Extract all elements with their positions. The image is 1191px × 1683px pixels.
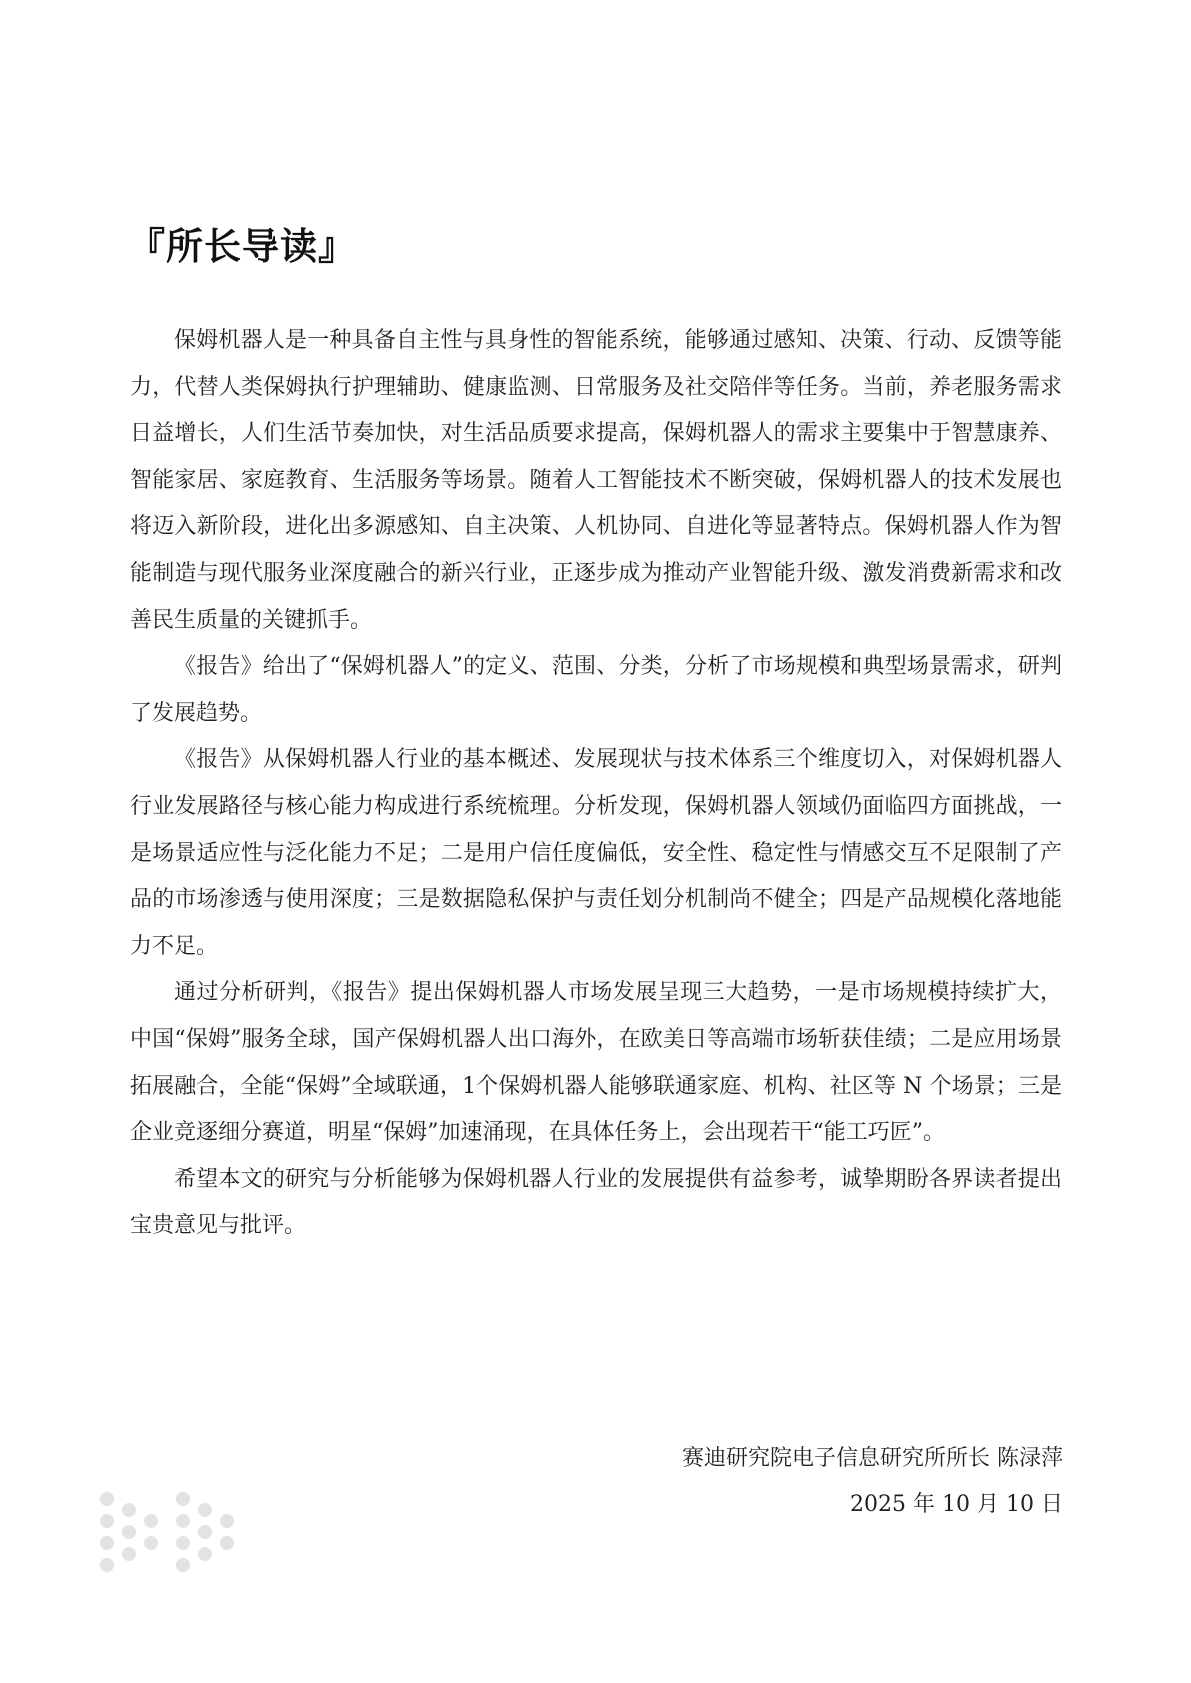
article-body (130, 318, 1062, 1250)
dot (176, 1536, 190, 1550)
dot (144, 1514, 158, 1528)
dot-pattern-icon (100, 1492, 260, 1592)
page-title: 『所长导读』 (128, 225, 356, 268)
dot (176, 1492, 190, 1506)
dot (122, 1503, 136, 1517)
signature-author: 赛迪研究院电子信息研究所所长 陈渌萍 (682, 1446, 1063, 1471)
dot (198, 1547, 212, 1561)
dot (122, 1525, 136, 1539)
dot (176, 1514, 190, 1528)
paragraph-intro: 保姆机器人是一种具备自主性与具身性的智能系统，能够通过感知、决策、行动、反馈等能力，代替人类保姆执行护理辅助、健康监测、日常服务及社交陪伴等任务。当前，养老服务需求日益增长，人们生活节奏加快，对生活品质要求提高，保姆机器人的需求主要集中于智慧康养、智能家居、家庭教育、生活服务等场景。随着人工智能技术不断突破，保姆机器人的技术发展也将迈入新阶段，进化出多源感知、自主决策、人机协同、自进化等显著特点。保姆机器人作为智能制造与现代服务业深度融合的新兴行业，正逐步成为推动产业智能升级、激发消费新需求和改善民生质量的关键抓手。 (130, 328, 1062, 633)
dot (198, 1503, 212, 1517)
dot (100, 1558, 114, 1572)
dot (122, 1547, 136, 1561)
dot (100, 1514, 114, 1528)
paragraph-report-scope: 《报告》给出了“保姆机器人”的定义、范围、分类，分析了市场规模和典型场景需求，研判了发展趋势。 (130, 654, 1062, 726)
paragraph-closing: 希望本文的研究与分析能够为保姆机器人行业的发展提供有益参考，诚挚期盼各界读者提出宝贵意见与批评。 (130, 1166, 1062, 1239)
dot (198, 1525, 212, 1539)
paragraph-challenges: 《报告》从保姆机器人行业的基本概述、发展现状与技术体系三个维度切入，对保姆机器人行业发展路径与核心能力构成进行系统梳理。分析发现，保姆机器人领域仍面临四方面挑战，一是场景适应性与泛化能力不足；二是用户信任度偏低，安全性、稳定性与情感交互不足限制了产品的市场渗透与使用深度；三是数据隐私保护与责任划分机制尚不健全；四是产品规模化落地能力不足。 (130, 747, 1062, 959)
dot (144, 1536, 158, 1550)
signature-date: 2025 年 10 月 10 日 (850, 1492, 1063, 1517)
paragraph-trends: 通过分析研判，《报告》提出保姆机器人市场发展呈现三大趋势，一是市场规模持续扩大，中国“保姆”服务全球，国产保姆机器人出口海外，在欧美日等高端市场斩获佳绩；二是应用场景拓展融合，全能“保姆”全域联通，1个保姆机器人能够联通家庭、机构、社区等 N 个场景；三是企业竞逐细分赛道，明星“保姆”加速涌现，在具体任务上，会出现若干“能工巧匠”。 (130, 980, 1062, 1146)
dot (100, 1492, 114, 1506)
dot (220, 1514, 234, 1528)
dot (100, 1536, 114, 1550)
dot (176, 1558, 190, 1572)
dot (220, 1536, 234, 1550)
signature-block (682, 1436, 1063, 1528)
